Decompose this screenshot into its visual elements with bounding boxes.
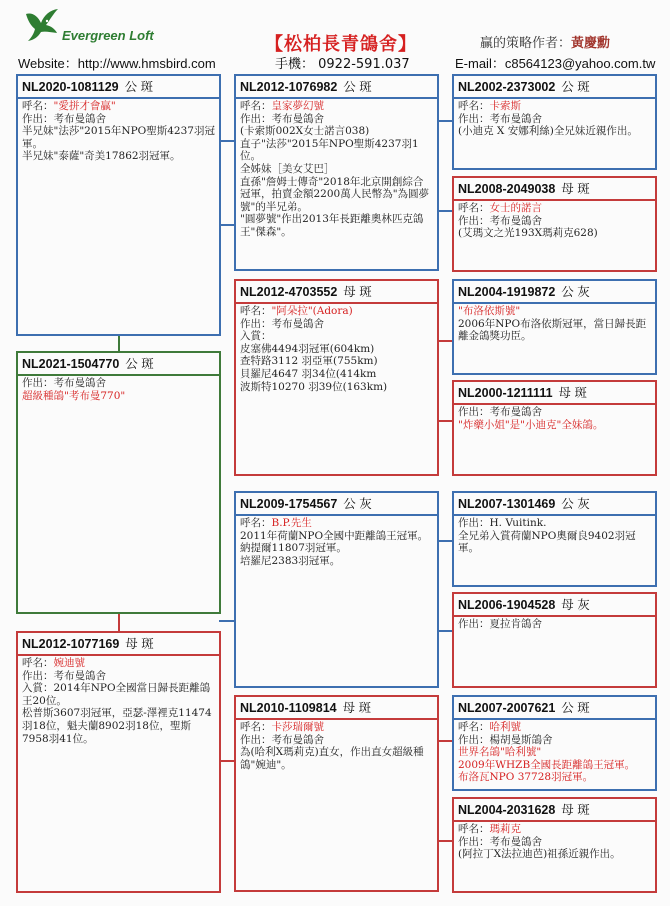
note-text: 直孫"詹姆士傳奇"2018年北京開創綜合冠軍，拍賣金額2200萬人民幣為"為圓夢號"的半兄弟。 <box>240 175 430 213</box>
note-text: 作出：考布曼鴿舍 <box>22 112 106 125</box>
note-label: 呼名： <box>240 517 272 529</box>
sex-color: 公 斑 <box>561 701 590 715</box>
dove-logo-icon <box>22 6 62 46</box>
note-line <box>240 163 433 176</box>
pigeon-notes <box>454 720 655 785</box>
note-text: 作出：H. Vuitink. <box>458 517 547 529</box>
note-text: 作出：考布曼鴿舍 <box>240 112 324 125</box>
note-text: 入賞：2014年NPO全國當日歸長距離鴿王20位。 <box>22 682 211 707</box>
note-line <box>240 734 433 747</box>
note-line <box>22 377 215 390</box>
pigeon-notes <box>236 720 437 772</box>
pigeon-card-subject[interactable] <box>16 351 221 614</box>
sex-color: 公 斑 <box>125 357 154 371</box>
ring-number <box>18 76 219 99</box>
pigeon-card-sire[interactable] <box>16 74 221 336</box>
sex-color: 母 斑 <box>561 803 590 817</box>
pigeon-notes <box>236 304 437 394</box>
pigeon-card-dds[interactable] <box>452 695 657 791</box>
note-line <box>240 113 433 126</box>
note-text: 卡莎瑞爾號 <box>271 721 324 733</box>
ring-number <box>454 281 655 304</box>
pigeon-card-ddd[interactable] <box>452 797 657 893</box>
note-line <box>22 390 215 403</box>
note-text: 作出：考布曼鴿舍 <box>458 835 542 848</box>
brand-name: Evergreen Loft <box>62 28 154 43</box>
note-text: 為(哈利X瑪莉克)直女，作出直女超級種鴿"婉迪"。 <box>240 746 424 771</box>
note-text: 皮塞佛4494羽冠軍(604km) <box>240 342 375 355</box>
note-line <box>22 150 215 163</box>
ring-id: NL2012-4703552 <box>240 285 338 299</box>
note-line <box>458 125 651 138</box>
note-line <box>458 305 651 318</box>
note-text: "圓夢號"作出2013年長距離奧林匹克鴿王"傑森"。 <box>240 213 424 238</box>
note-line <box>240 176 433 214</box>
pigeon-notes <box>454 822 655 862</box>
ring-number <box>454 382 655 405</box>
sex-color: 公 灰 <box>561 497 590 511</box>
note-line <box>240 746 433 771</box>
pigeon-notes <box>236 99 437 240</box>
website-link[interactable]: Website：http://www.hmsbird.com <box>18 56 216 71</box>
ring-id: NL2000-1211111 <box>458 386 553 400</box>
note-line <box>458 734 651 747</box>
note-text: (阿拉丁X法拉迪芭)祖孫近親作出。 <box>458 848 621 861</box>
note-label: 呼名： <box>458 100 490 112</box>
pigeon-notes <box>18 376 219 403</box>
note-line <box>458 215 651 228</box>
note-text: 作出：考布曼鴿舍 <box>22 669 106 682</box>
ring-number <box>236 281 437 304</box>
note-line <box>240 517 433 530</box>
pigeon-card-sdd[interactable] <box>452 380 657 476</box>
pigeon-card-sds[interactable] <box>452 279 657 375</box>
note-line <box>240 213 433 238</box>
note-line <box>240 100 433 113</box>
note-text: 瑪莉克 <box>489 823 521 835</box>
note-text: 作出：考布曼鴿舍 <box>458 406 542 418</box>
ring-id: NL2012-1077169 <box>22 637 120 651</box>
ring-number <box>454 697 655 720</box>
pigeon-notes <box>454 405 655 432</box>
note-line <box>22 100 215 113</box>
note-line <box>458 419 651 432</box>
pigeon-notes <box>454 516 655 556</box>
sex-color: 母 斑 <box>558 386 588 400</box>
note-line <box>240 318 433 331</box>
pigeon-notes <box>454 617 655 632</box>
note-line <box>458 318 651 343</box>
ring-number <box>18 353 219 376</box>
note-line <box>22 113 215 126</box>
note-text: 松普斯3607羽冠軍，亞瑟-澤裡克11474羽18位，魁夫蘭8902羽18位，聖斯7958羽41位。 <box>22 707 212 745</box>
ring-number <box>236 76 437 99</box>
note-text: 查特路3112 羽亞軍(755km) <box>240 355 378 368</box>
note-text: 婉迪號 <box>53 657 85 669</box>
ring-id: NL2007-1301469 <box>458 497 556 511</box>
note-line <box>458 227 651 240</box>
pigeon-card-dsd[interactable] <box>452 592 657 688</box>
sex-color: 公 灰 <box>343 497 372 511</box>
note-label: 呼名： <box>240 305 272 317</box>
note-text: 作出：楊胡曼斯鴿舍 <box>458 733 553 746</box>
ring-number <box>454 594 655 617</box>
note-text: 布洛瓦NPO 37728羽冠軍。 <box>458 771 594 784</box>
note-label: 呼名： <box>458 202 490 214</box>
note-text: 貝羅尼4647 羽34位(414km <box>240 367 377 380</box>
note-line <box>240 305 433 318</box>
sex-color: 公 斑 <box>124 80 154 94</box>
pigeon-card-sire-sire[interactable] <box>234 74 439 271</box>
pigeon-card-dam[interactable] <box>16 631 221 893</box>
note-label: 呼名： <box>458 823 490 835</box>
note-line <box>458 530 651 555</box>
note-text: 納提爾11807羽冠軍。 <box>240 542 347 555</box>
sex-color: 母 斑 <box>342 701 372 715</box>
connector-line <box>219 620 235 622</box>
note-label: 呼名： <box>240 100 272 112</box>
note-line <box>240 138 433 163</box>
note-text: "炸藥小姐"是"小迪克"全妹鴿。 <box>458 418 604 431</box>
note-text: 入賞： <box>240 330 272 343</box>
note-label: 呼名： <box>240 721 272 733</box>
pigeon-card-dam-sire[interactable] <box>234 491 439 688</box>
note-label: 呼名： <box>22 100 54 112</box>
note-text: 半兄妹"泰薩"奇美17862羽冠軍。 <box>22 150 181 163</box>
note-text: "阿朵拉"(Adora) <box>271 305 353 317</box>
note-line <box>458 721 651 734</box>
note-text: 波斯特10270 羽39位(163km) <box>240 380 388 393</box>
note-line <box>458 618 651 631</box>
pigeon-notes <box>18 99 219 164</box>
note-text: B.P.先生 <box>271 517 312 529</box>
note-line <box>22 657 215 670</box>
note-text: 哈利號 <box>489 721 521 733</box>
note-label: 呼名： <box>458 721 490 733</box>
note-text: 2009年WHZB全國長距離鴿王冠軍。 <box>458 758 636 771</box>
ring-number <box>454 76 655 99</box>
connector-line <box>219 224 235 226</box>
phone-number: 手機： 0922-591.037 <box>275 57 410 72</box>
sex-color: 母 斑 <box>343 285 372 299</box>
ring-number <box>454 799 655 822</box>
note-line <box>458 746 651 759</box>
note-line <box>240 330 433 343</box>
note-text: (卡索斯002X女士諾言038) <box>240 125 370 138</box>
ring-id: NL2009-1754567 <box>240 497 338 511</box>
note-line <box>22 707 215 745</box>
ring-id: NL2020-1081129 <box>22 80 119 94</box>
ring-number <box>454 178 655 201</box>
note-line <box>458 202 651 215</box>
author-name: 黃慶勳 <box>571 36 611 51</box>
pigeon-notes <box>454 201 655 241</box>
ring-number <box>454 493 655 516</box>
note-text: 作出：考布曼鴿舍 <box>22 377 106 389</box>
note-text: 卡索斯 <box>489 100 521 112</box>
note-line <box>240 530 433 543</box>
sex-color: 公 斑 <box>561 80 590 94</box>
note-text: "布洛依斯號" <box>458 305 521 317</box>
note-text: 半兄妹"法莎"2015年NPO聖斯4237羽冠軍。 <box>22 125 215 150</box>
sex-color: 母 斑 <box>125 637 154 651</box>
ring-id: NL2012-1076982 <box>240 80 338 94</box>
page-title: 【松柏長青鴿舍】 <box>265 34 417 55</box>
note-text: 直子"法莎"2015年NPO聖斯4237羽1位。 <box>240 137 419 163</box>
ring-id: NL2006-1904528 <box>458 598 556 612</box>
note-text: 作出：考布曼鴿舍 <box>240 733 324 746</box>
note-text: 超級種鴿"考布曼770" <box>22 389 126 402</box>
note-text: (小迪克 X 安娜利絲)全兄妹近親作出。 <box>458 125 638 138</box>
ring-id: NL2004-2031628 <box>458 803 556 817</box>
note-line <box>240 721 433 734</box>
note-line <box>240 125 433 138</box>
note-line <box>458 836 651 849</box>
note-line <box>22 125 215 150</box>
pigeon-card-sss[interactable] <box>452 74 657 170</box>
ring-id: NL2021-1504770 <box>22 357 120 371</box>
pigeon-card-dss[interactable] <box>452 491 657 587</box>
note-text: "愛拼才會贏" <box>53 100 116 112</box>
pigeon-card-sire-dam[interactable] <box>234 279 439 476</box>
ring-number <box>236 493 437 516</box>
pigeon-notes <box>454 99 655 139</box>
author-label: 贏的策略作者： <box>480 36 572 51</box>
ring-id: NL2008-2049038 <box>458 182 556 196</box>
note-label: 呼名： <box>22 657 54 669</box>
sex-color: 母 斑 <box>561 182 590 196</box>
note-line <box>458 100 651 113</box>
note-line <box>458 517 651 530</box>
note-line <box>458 113 651 126</box>
connector-line <box>118 334 120 352</box>
note-text: 作出：考布曼鴿舍 <box>240 317 324 330</box>
note-line <box>240 381 433 394</box>
note-text: 皇家夢幻號 <box>271 100 324 112</box>
note-line <box>240 355 433 368</box>
sex-color: 母 灰 <box>561 598 590 612</box>
note-line <box>240 555 433 568</box>
note-text: 作出：考布曼鴿舍 <box>458 214 542 227</box>
note-line <box>22 670 215 683</box>
sex-color: 公 灰 <box>561 285 590 299</box>
pigeon-notes <box>18 656 219 746</box>
note-line <box>458 406 651 419</box>
ring-id: NL2004-1919872 <box>458 285 556 299</box>
ring-id: NL2007-2007621 <box>458 701 556 715</box>
pigeon-card-ssd[interactable] <box>452 176 657 272</box>
ring-id: NL2010-1109814 <box>240 701 337 715</box>
note-line <box>240 542 433 555</box>
note-text: (艾瑪文之光193X瑪莉克628) <box>458 227 598 240</box>
note-text: 2006年NPO布洛依斯冠軍，當日歸長距離金鴿獎功臣。 <box>458 317 647 343</box>
connector-line <box>219 140 235 142</box>
note-text: 全兄弟入賞荷蘭NPO奧爾良9402羽冠軍。 <box>458 529 636 555</box>
ring-number <box>236 697 437 720</box>
pigeon-card-dam-dam[interactable] <box>234 695 439 892</box>
note-text: 2011年荷蘭NPO全國中距離鴿王冠軍。 <box>240 529 429 542</box>
note-line <box>22 682 215 707</box>
note-line <box>458 759 651 772</box>
ring-id: NL2002-2373002 <box>458 80 556 94</box>
pigeon-notes <box>454 304 655 344</box>
note-text: 女士的諾言 <box>489 202 542 214</box>
note-line <box>240 343 433 356</box>
note-text: 作出：夏拉肯鴿舍 <box>458 618 542 630</box>
email-link[interactable]: E-mail：c8564123@yahoo.com.tw <box>455 56 656 71</box>
note-line <box>458 771 651 784</box>
note-line <box>458 848 651 861</box>
author-credit <box>480 32 610 51</box>
note-text: 世界名鴿"哈利號" <box>458 746 542 759</box>
sex-color: 公 斑 <box>343 80 372 94</box>
pigeon-notes <box>236 516 437 568</box>
connector-line <box>219 760 235 762</box>
note-text: 全姊妹［美女艾巴］ <box>240 162 335 175</box>
note-line <box>240 368 433 381</box>
ring-number <box>18 633 219 656</box>
connector-line <box>118 612 120 632</box>
note-text: 培羅尼2383羽冠軍。 <box>240 554 341 567</box>
note-text: 作出：考布曼鴿舍 <box>458 112 542 125</box>
note-line <box>458 823 651 836</box>
